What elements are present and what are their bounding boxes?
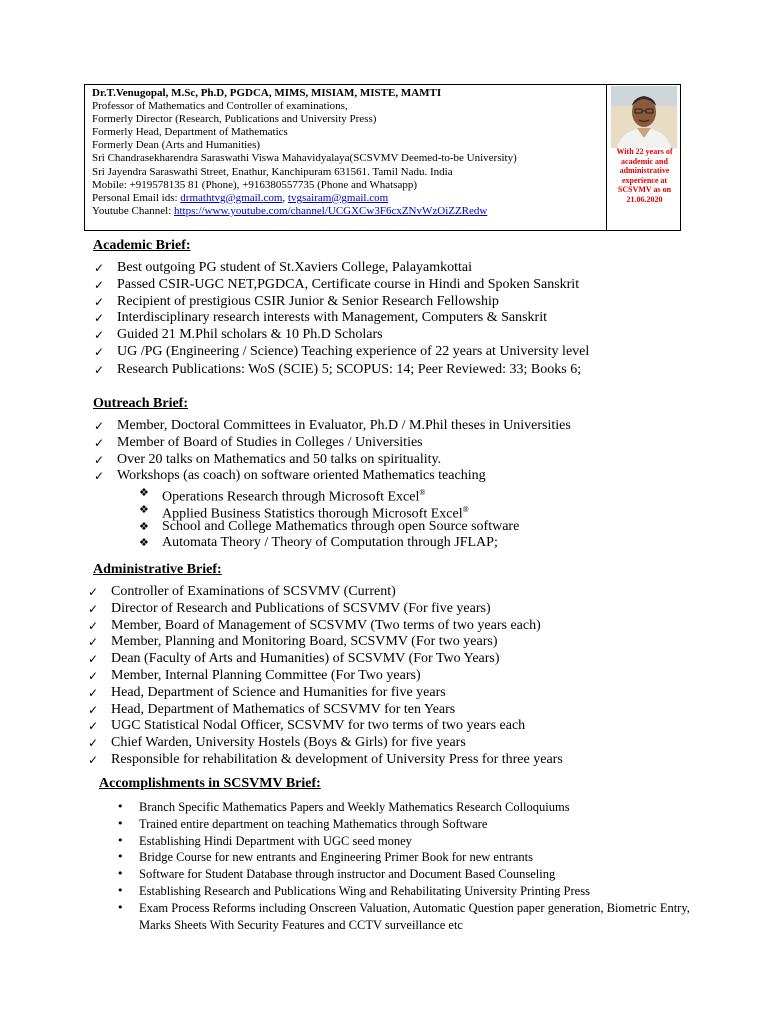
list-item: ✓ Research Publications: WoS (SCIE) 5; SCOPUS: 14; Peer Reviewed: 33; Books 6;: [94, 361, 582, 377]
list-item: ✓ Passed CSIR-UGC NET,PGDCA, Certificate course in Hindi and Spoken Sanskrit: [94, 276, 580, 292]
bullet-icon: •: [117, 800, 124, 813]
administrative-heading: Administrative Brief:: [93, 562, 222, 577]
youtube-label: Youtube Channel:: [92, 204, 172, 217]
check-icon: ✓: [94, 469, 105, 484]
experience-caption: With 22 years of academic and administrative experience at SCSVMV as on 21.06.2020: [616, 147, 673, 204]
email-separator: ,: [282, 191, 286, 204]
list-item: ✓ Workshops (as coach) on software oriented Mathematics teaching: [94, 468, 486, 484]
header-box: [84, 84, 681, 231]
list-item: ✓ Controller of Examinations of SCSVMV (Current): [88, 584, 396, 599]
list-item: ✓ Member of Board of Studies in Colleges / Universities: [94, 434, 423, 450]
list-item: ✓ Responsible for rehabilitation & development of University Press for three years: [88, 751, 563, 767]
list-item: ✓ Dean (Faculty of Arts and Humanities) of SCSVMV (For Two Years): [88, 651, 500, 667]
list-item: ✓ Over 20 talks on Mathematics and 50 talks on spirituality.: [94, 451, 442, 467]
list-item: ✓ Member, Board of Management of SCSVMV (Two terms of two years each): [88, 617, 541, 633]
list-item: ✓ Guided 21 M.Phil scholars & 10 Ph.D Scholars: [94, 327, 383, 343]
check-icon: ✓: [94, 261, 105, 275]
list-item: • Establishing Hindi Department with UGC seed money: [117, 833, 412, 848]
bullet-icon: •: [117, 816, 124, 830]
accomplishments-heading: Accomplishments in SCSVMV Brief:: [99, 776, 321, 791]
accomplishments-list: [114, 799, 694, 933]
youtube-line: [92, 205, 604, 218]
email-label: Personal Email ids:: [92, 191, 178, 204]
check-icon: ✓: [88, 585, 99, 599]
list-item: ✓ Best outgoing PG student of St.Xaviers College, Palayamkottai: [94, 260, 473, 275]
diamond-bullet-icon: ❖: [139, 502, 149, 516]
workshop-sublist: [94, 485, 519, 552]
university-line: Sri Chandrasekharendra Saraswathi Viswa Mahavidyalaya(SCSVMV Deemed-to-be University): [92, 152, 517, 165]
administrative-list: [88, 584, 563, 769]
mobile-line: Mobile: +919578135 81 (Phone), +916380557735 (Phone and Whatsapp): [92, 178, 418, 191]
email-line: [92, 192, 604, 205]
bullet-icon: •: [117, 867, 124, 881]
check-icon: ✓: [88, 668, 99, 683]
list-item: • Trained entire department on teaching Mathematics through Software: [117, 816, 488, 831]
diamond-bullet-icon: ❖: [139, 486, 149, 499]
list-item: ✓ UGC Statistical Nodal Officer, SCSVMV for two terms of two years each: [88, 718, 526, 734]
check-icon: ✓: [88, 618, 99, 633]
list-item: ✓ Director of Research and Publications of SCSVMV (For five years): [88, 600, 491, 616]
outreach-heading: Outreach Brief:: [93, 396, 188, 411]
check-icon: ✓: [88, 601, 99, 616]
list-item: ❖ Automata Theory / Theory of Computation through JFLAP;: [139, 535, 498, 551]
check-icon: ✓: [94, 419, 105, 433]
check-icon: ✓: [94, 311, 105, 326]
check-icon: ✓: [94, 344, 105, 359]
check-icon: ✓: [88, 736, 99, 751]
email-link-2[interactable]: tvgsairam@gmail.com: [287, 191, 389, 204]
list-item: ✓ Interdisciplinary research interests with Management, Computers & Sanskrit: [94, 310, 548, 326]
check-icon: ✓: [94, 452, 105, 467]
diamond-bullet-icon: ❖: [139, 536, 149, 550]
check-icon: ✓: [94, 277, 105, 292]
academic-heading: Academic Brief:: [93, 238, 191, 253]
check-icon: ✓: [88, 652, 99, 667]
list-item: ✓ UG /PG (Engineering / Science) Teaching experience of 22 years at University level: [94, 343, 590, 359]
outreach-list: [94, 418, 571, 485]
address-line: Sri Jayendra Saraswathi Street, Enathur, Kanchipuram 631561. Tamil Nadu. India: [92, 165, 453, 178]
registered-mark: ®: [419, 488, 426, 497]
author-name: Dr.T.Venugopal, M.Sc, Ph.D, PGDCA, MIMS, MISIAM, MISTE, MAMTI: [92, 87, 442, 99]
list-item: • Exam Process Reforms including Onscreen Valuation, Automatic Question paper generation, Biometric Entry, Marks Sheets With Security Features and CCTV surveillance etc: [117, 900, 690, 932]
list-item: • Branch Specific Mathematics Papers and Weekly Mathematics Research Colloquiums: [117, 800, 570, 814]
check-icon: ✓: [94, 362, 105, 377]
check-icon: ✓: [88, 635, 99, 650]
list-item: ❖ Operations Research through Microsoft Excel®: [139, 486, 426, 505]
bullet-icon: •: [117, 883, 124, 897]
bullet-icon: •: [117, 833, 124, 847]
check-icon: ✓: [88, 752, 99, 767]
check-icon: ✓: [94, 435, 105, 450]
list-item: ✓ Head, Department of Mathematics of SCSVMV for ten Years: [88, 701, 456, 717]
email-link-1[interactable]: drmathtvg@gmail.com: [180, 191, 283, 204]
list-item: ❖ School and College Mathematics through open Source software: [139, 518, 520, 534]
list-item: ✓ Recipient of prestigious CSIR Junior & Senior Research Fellowship: [94, 293, 499, 309]
check-icon: ✓: [88, 719, 99, 734]
photo-cell: [606, 85, 682, 230]
designation-line: Formerly Director (Research, Publications and University Press): [92, 113, 377, 126]
academic-list: [94, 260, 589, 379]
contact-block: [92, 87, 604, 218]
list-item: ✓ Chief Warden, University Hostels (Boys & Girls) for five years: [88, 735, 466, 751]
list-item: ✓ Member, Planning and Monitoring Board, SCSVMV (For two years): [88, 634, 498, 650]
bullet-icon: •: [117, 850, 124, 864]
youtube-link[interactable]: https://www.youtube.com/channel/UCGXCw3F6cxZNvWzOiZZRedw: [174, 204, 488, 217]
bullet-icon: •: [117, 900, 124, 914]
list-item: • Establishing Research and Publications Wing and Rehabilitating University Printing Press: [117, 883, 590, 898]
list-item: • Software for Student Database through instructor and Document Based Counseling: [117, 867, 556, 882]
designation-line: Formerly Head, Department of Mathematics: [92, 126, 288, 139]
check-icon: ✓: [88, 702, 99, 717]
list-item: ✓ Head, Department of Science and Humanities for five years: [88, 684, 446, 700]
list-item: ✓ Member, Doctoral Committees in Evaluator, Ph.D / M.Phil theses in Universities: [94, 418, 571, 433]
list-item: ✓ Member, Internal Planning Committee (For Two years): [88, 667, 421, 683]
check-icon: ✓: [88, 685, 99, 700]
list-item: • Bridge Course for new entrants and Engineering Primer Book for new entrants: [117, 850, 533, 865]
list-item: ❖ Applied Business Statistics thorough Microsoft Excel®: [139, 502, 469, 522]
check-icon: ✓: [94, 294, 105, 309]
check-icon: ✓: [94, 328, 105, 343]
registered-mark: ®: [462, 504, 469, 514]
diamond-bullet-icon: ❖: [139, 519, 149, 533]
designation-line: Professor of Mathematics and Controller of examinations,: [92, 100, 348, 113]
profile-photo: [611, 86, 677, 148]
designation-line: Formerly Dean (Arts and Humanities): [92, 139, 261, 152]
